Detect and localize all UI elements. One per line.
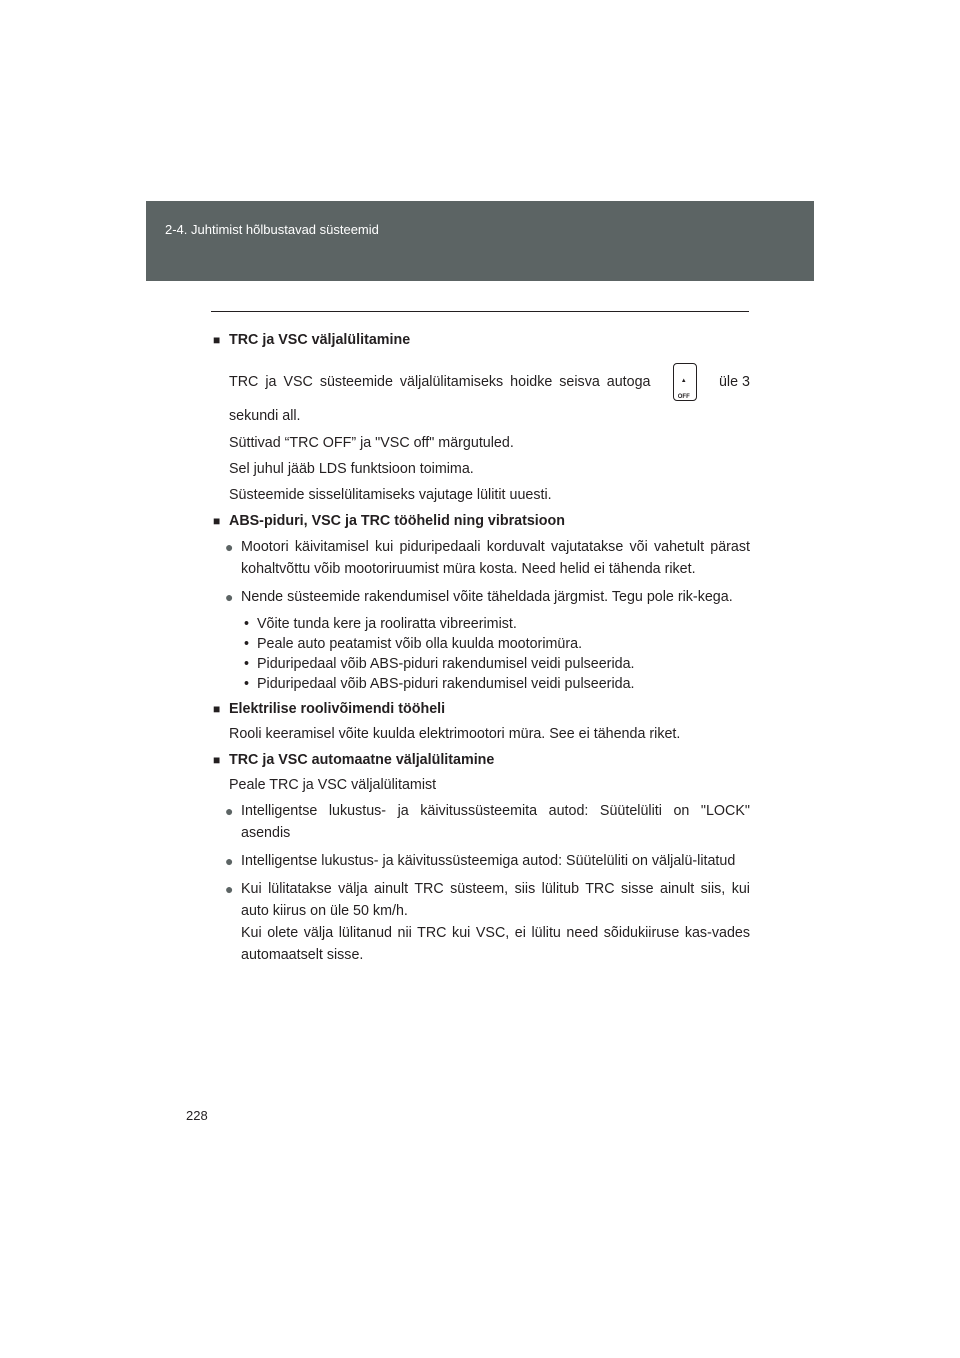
text-trc-vsc: Kui olete välja lülitanud nii TRC kui VSC, ei lülitu need sõidukiiruse kas-vades automaatselt sisse.: [241, 925, 750, 963]
page-content: [213, 326, 750, 972]
heading-trc-vsc-off: ■ TRC ja VSC väljalülitamine: [213, 329, 750, 351]
text-line1-before: TRC ja VSC süsteemide väljalülitamiseks hoidke seisva autoga: [229, 374, 651, 390]
text-line1-after: üle 3: [718, 374, 750, 390]
off-label: OFF: [677, 394, 690, 400]
text-line1-cont: sekundi all.: [229, 408, 301, 424]
bullet-trc-only: [213, 878, 750, 966]
bullet-no-smart-key: ● Intelligentse lukustus- ja käivitussüsteemita autod: Süütelüliti on "LOCK" asendis: [213, 800, 750, 844]
paragraph-auto-off-intro: Peale TRC ja VSC väljalülitamist: [229, 777, 437, 793]
section-title: 2-4. Juhtimist hõlbustavad süsteemid: [165, 222, 379, 237]
text-trc-only: ● Kui lülitatakse välja ainult TRC süsteem, siis lülitub TRC sisse ainult siis, kui auto kiirus on üle 50 km/h.: [241, 881, 750, 919]
vsc-off-switch-icon: [673, 363, 697, 401]
section-header: [146, 201, 814, 281]
list-item: • Võite tunda kere ja rooliratta vibreerimist.: [213, 614, 750, 634]
text-line2: Süttivad “TRC OFF” ja "VSC off" märgutuled.: [229, 435, 514, 451]
list-item: • Piduripedaal võib ABS-piduri rakendumisel veidi pulseerida.: [213, 674, 750, 694]
text-line3: Sel juhul jääb LDS funktsioon toimima.: [229, 461, 474, 477]
heading-auto-off: ■ TRC ja VSC automaatne väljalülitamine: [213, 749, 750, 771]
heading-power-steering: ■ Elektrilise roolivõimendi tööheli: [213, 698, 750, 720]
heading-abs-sounds: ■ ABS-piduri, VSC ja TRC tööhelid ning vibratsioon: [213, 510, 750, 532]
car-skid-icon: ▲: [680, 378, 687, 384]
page-number: 228: [186, 1108, 208, 1123]
list-item: • Piduripedaal võib ABS-piduri rakendumisel veidi pulseerida.: [213, 654, 750, 674]
list-item: • Peale auto peatamist võib olla kuulda mootorimüra.: [213, 634, 750, 654]
divider: [211, 311, 749, 312]
bullet-systems-activate: ● Nende süsteemide rakendumisel võite täheldada järgmist. Tegu pole rik-kega.: [213, 586, 750, 608]
bullet-smart-key: ● Intelligentse lukustus- ja käivitussüsteemiga autod: Süütelüliti on väljalü-litatud: [213, 850, 750, 872]
sub-list: [213, 614, 750, 694]
text-line4: Süsteemide sisselülitamiseks vajutage lülitit uuesti.: [229, 487, 552, 503]
bullet-engine-noise: ● Mootori käivitamisel kui piduripedaali korduvalt vajutatakse või vahetult pärast kohaltvõttu võib mootoriruumist müra kosta. Need helid ei tähenda riket.: [213, 536, 750, 580]
paragraph-trc-vsc-off: [213, 363, 750, 506]
paragraph-power-steering: Rooli keeramisel võite kuulda elektrimootori müra. See ei tähenda riket.: [229, 726, 681, 742]
